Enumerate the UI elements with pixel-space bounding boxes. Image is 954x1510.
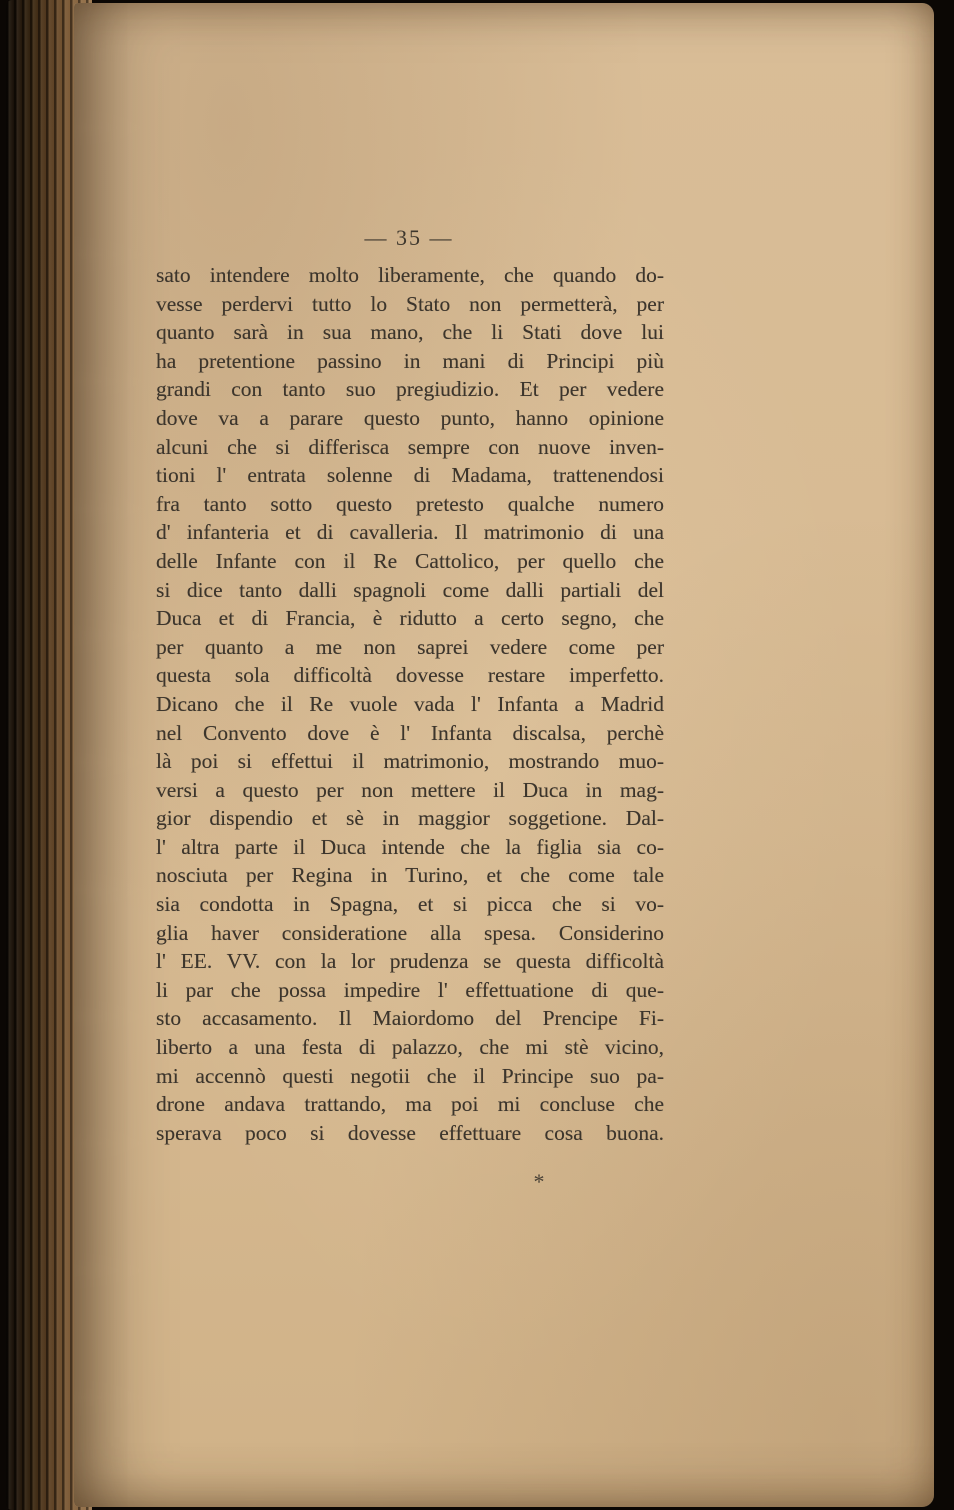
- body-text-line: liberto a una festa di palazzo, che mi stè vicino,: [156, 1035, 664, 1060]
- body-text-line: mi accennò questi negotii che il Principe suo pa-: [156, 1063, 664, 1088]
- page-body-text: [156, 261, 664, 1147]
- body-text-line: l' EE. VV. con la lor prudenza se questa difficoltà: [156, 949, 664, 974]
- body-text-line: sto accasamento. Il Maiordomo del Prencipe Fi-: [156, 1006, 664, 1031]
- book-page: [74, 3, 934, 1507]
- page-number: — 35 —: [364, 225, 454, 250]
- body-text-line: nosciuta per Regina in Turino, et che come tale: [156, 863, 664, 888]
- body-text-line: Duca et di Francia, è ridutto a certo segno, che: [156, 606, 664, 631]
- body-text-line: li par che possa impedire l' effettuatione di que-: [156, 977, 664, 1002]
- body-text-line: dove va a parare questo punto, hanno opinione: [156, 405, 664, 430]
- body-text-line: alcuni che si differisca sempre con nuove inven-: [156, 434, 664, 459]
- body-text-line: l' altra parte il Duca intende che la figlia sia co-: [156, 834, 664, 859]
- body-text-line: grandi con tanto suo pregiudizio. Et per vedere: [156, 377, 664, 402]
- body-text-line: sperava poco si dovesse effettuare cosa buona.: [156, 1120, 664, 1145]
- body-text-line: vesse perdervi tutto lo Stato non permetterà, per: [156, 291, 664, 316]
- body-text-line: drone andava trattando, ma poi mi concluse che: [156, 1092, 664, 1117]
- footnote-asterisk: *: [533, 1169, 545, 1194]
- body-text-line: quanto sarà in sua mano, che li Stati dove lui: [156, 320, 664, 345]
- body-text-line: nel Convento dove è l' Infanta discalsa, perchè: [156, 720, 664, 745]
- body-text-line: d' infanteria et di cavalleria. Il matrimonio di una: [156, 520, 664, 545]
- body-text-line: si dice tanto dalli spagnoli come dalli partiali del: [156, 577, 664, 602]
- body-text-line: glia haver consideratione alla spesa. Considerino: [156, 920, 664, 945]
- body-text-line: tioni l' entrata solenne di Madama, trattenendosi: [156, 463, 664, 488]
- body-text-line: ha pretentione passino in mani di Principi più: [156, 348, 664, 373]
- body-text-line: Dicano che il Re vuole vada l' Infanta a Madrid: [156, 691, 664, 716]
- body-text-line: sato intendere molto liberamente, che quando do-: [156, 263, 664, 287]
- body-text-line: delle Infante con il Re Cattolico, per quello che: [156, 548, 664, 573]
- body-text-line: fra tanto sotto questo pretesto qualche numero: [156, 491, 664, 516]
- body-text-line: sia condotta in Spagna, et si picca che si vo-: [156, 892, 664, 917]
- body-text-line: per quanto a me non saprei vedere come per: [156, 634, 664, 659]
- body-text-line: gior dispendio et sè in maggior soggetione. Dal-: [156, 806, 664, 831]
- body-text-line: questa sola difficoltà dovesse restare imperfetto.: [156, 663, 664, 688]
- body-text-line: là poi si effettui il matrimonio, mostrando muo-: [156, 749, 664, 774]
- body-text-line: versi a questo per non mettere il Duca in mag-: [156, 777, 664, 802]
